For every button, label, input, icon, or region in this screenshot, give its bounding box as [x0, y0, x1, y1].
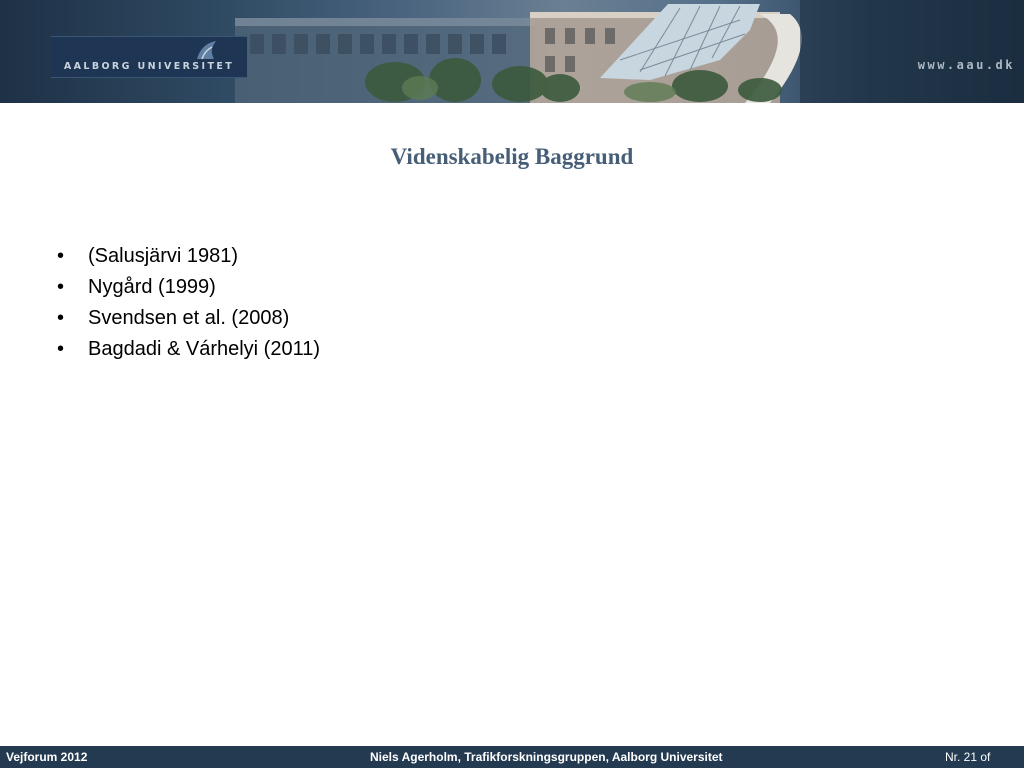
aau-emblem-icon	[194, 39, 220, 61]
list-item-text: (Salusjärvi 1981)	[88, 245, 239, 267]
slide-title: Videnskabelig Baggrund	[390, 144, 634, 169]
footer-author: Niels Agerholm, Trafikforskningsgruppen, Aalborg Universitet	[370, 750, 723, 764]
bullet-icon: •	[57, 338, 65, 360]
bullet-icon: •	[57, 245, 65, 267]
bullet-icon: •	[57, 307, 65, 329]
bullet-icon: •	[57, 276, 65, 298]
website-url: www.aau.dk	[917, 58, 1015, 72]
logo-text: AALBORG UNIVERSITET	[63, 61, 235, 72]
list-item-text: Bagdadi & Várhelyi (2011)	[88, 338, 320, 360]
footer-page-number: Nr. 21 of	[945, 750, 991, 764]
header-banner	[0, 0, 1024, 103]
aau-logo	[51, 36, 247, 78]
list-item-text: Svendsen et al. (2008)	[88, 307, 290, 329]
list-item-text: Nygård (1999)	[88, 276, 216, 298]
footer-bar	[0, 746, 1024, 768]
footer-event: Vejforum 2012	[6, 750, 88, 764]
